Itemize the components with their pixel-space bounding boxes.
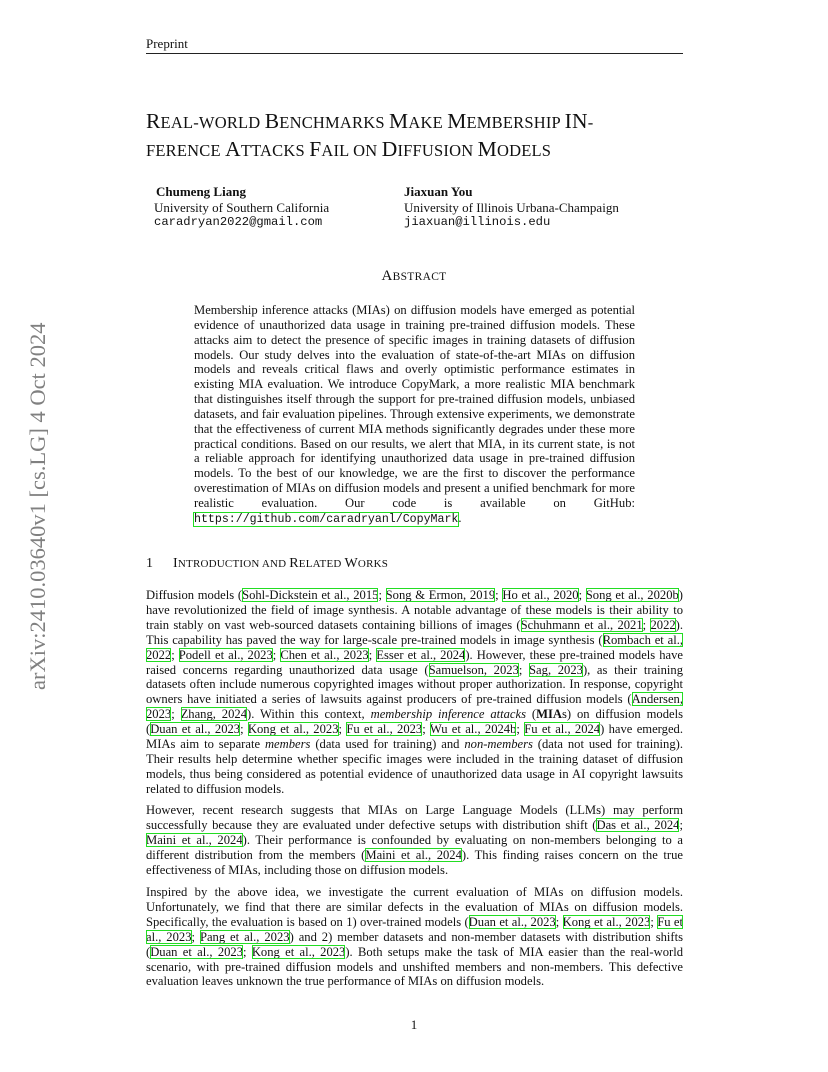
citation-link[interactable]: 2022 bbox=[650, 617, 676, 632]
title-fragment: M bbox=[389, 109, 409, 133]
title-fragment: W bbox=[344, 556, 358, 571]
body-text: ; bbox=[516, 722, 525, 737]
title-fragment: ORKS bbox=[357, 558, 389, 570]
title-fragment: M bbox=[447, 109, 467, 133]
body-text: ; bbox=[171, 647, 179, 662]
emphasis-text: non-members bbox=[464, 737, 533, 752]
citation-link[interactable]: Schuhmann et al., 2021 bbox=[520, 617, 643, 632]
title-fragment: N bbox=[572, 109, 588, 133]
citation-link[interactable]: Sohl-Dickstein et al., 2015 bbox=[242, 588, 379, 602]
body-text: ; bbox=[338, 722, 347, 737]
citation-link[interactable]: Kong et al., 2023 bbox=[251, 944, 346, 959]
body-text: ; bbox=[378, 588, 386, 602]
paragraph-2 bbox=[146, 803, 683, 878]
title-fragment: R bbox=[289, 556, 299, 571]
citation-link[interactable]: Das et al., 2024 bbox=[596, 817, 680, 832]
paper-title bbox=[146, 108, 706, 164]
body-text: s) on diffusion models ( bbox=[146, 707, 684, 737]
title-fragment: I bbox=[564, 109, 573, 133]
paragraph-1 bbox=[146, 588, 683, 797]
title-fragment: I bbox=[173, 556, 178, 571]
abstract-text bbox=[194, 303, 635, 528]
body-text: ) have revolutionized the field of image synthesis. A notable advantage of these models is their ability to train stably on vast web-sourced datasets containing billions of images ( bbox=[146, 588, 683, 632]
body-text: ; bbox=[679, 817, 683, 832]
author-affiliation: University of Illinois Urbana-Champaign bbox=[404, 199, 619, 215]
body-text: ) and 2) member datasets and non-member datasets with distribution shifts ( bbox=[146, 929, 683, 959]
citation-link[interactable]: Wu et al., 2024b bbox=[429, 722, 517, 737]
abstract-end: . bbox=[458, 510, 462, 525]
abstract-heading-initial: A bbox=[381, 268, 393, 284]
title-fragment: - bbox=[587, 113, 594, 132]
citation-link[interactable]: Esser et al., 2024 bbox=[376, 647, 466, 662]
citation-link[interactable]: Kong et al., 2023 bbox=[562, 914, 651, 929]
body-text: ). This finding raises concern on the true effectiveness of MIAs, including those on diffusion models. bbox=[146, 847, 683, 877]
section-title bbox=[173, 556, 388, 571]
title-fragment: TTACKS bbox=[240, 141, 310, 160]
section-heading bbox=[146, 556, 388, 572]
title-line-2 bbox=[146, 136, 706, 164]
code-link[interactable]: https://github.com/caradryanl/CopyMark bbox=[194, 512, 459, 526]
citation-link[interactable]: Maini et al., 2024 bbox=[365, 847, 462, 862]
author-block-1 bbox=[156, 184, 329, 231]
body-text: Diffusion models ( bbox=[146, 588, 243, 602]
citation-link[interactable]: Chen et al., 2023 bbox=[280, 647, 369, 662]
title-fragment: R bbox=[146, 109, 161, 133]
body-text: ; bbox=[191, 929, 200, 944]
body-text: ; bbox=[171, 707, 181, 722]
title-fragment: B bbox=[264, 109, 280, 133]
body-text: ). However, these pre-trained models have raised concerns regarding unauthorized data usage ( bbox=[146, 647, 684, 677]
citation-link[interactable]: Song et al., 2020b bbox=[585, 588, 679, 602]
citation-link[interactable]: Sag, 2023 bbox=[529, 662, 583, 677]
author-email[interactable]: jiaxuan@illinois.edu bbox=[404, 215, 551, 229]
body-text: ; bbox=[422, 722, 430, 737]
citation-link[interactable]: Samuelson, 2023 bbox=[428, 662, 519, 677]
author-name: Jiaxuan You bbox=[404, 184, 473, 199]
citation-link[interactable]: Fu et al., 2023 bbox=[146, 914, 684, 944]
body-text: (data not used for training). Their results help determine whether specific images were included in the training dataset of diffusion models, thus being considered as potential evidence of unauthorized data usage in AI copyright lawsuits related to diffusion models. bbox=[146, 737, 683, 796]
title-fragment: FERENCE bbox=[146, 141, 226, 160]
citation-link[interactable]: Song & Ermon, 2019 bbox=[385, 588, 496, 602]
title-fragment: ORLD bbox=[214, 113, 265, 132]
citation-link[interactable]: Duan et al., 2023 bbox=[468, 914, 556, 929]
arxiv-stamp: arXiv:2410.03640v1 [cs.LG] 4 Oct 2024 bbox=[25, 322, 50, 690]
author-name: Chumeng Liang bbox=[156, 184, 246, 199]
body-text: ). Both setups make the task of MIA easier than the real-world scenario, with pre-trained diffusion models and unshifted members and non-members. This defective evaluation leaves unknown the true performance of MIAs on diffusion models. bbox=[146, 944, 684, 989]
paragraph-3 bbox=[146, 885, 683, 989]
author-email[interactable]: caradryan2022@gmail.com bbox=[154, 215, 323, 229]
title-fragment: AKE bbox=[408, 113, 448, 132]
citation-link[interactable]: Zhang, 2024 bbox=[180, 707, 247, 722]
body-text: ; bbox=[240, 722, 248, 737]
citation-link[interactable]: Ho et al., 2020 bbox=[502, 588, 579, 602]
abstract-body: Membership inference attacks (MIAs) on diffusion models have emerged as potential evidence of unauthorized data usage in training pre-trained diffusion models. These attacks aim to detect the presence of specific images in training datasets of diffusion models. Our study delves into the evaluation of state-of-the-art MIAs on diffusion models and reveals critical flaws and overly optimistic performance estimates in existing MIA evaluation. We introduce CopyMark, a more realistic MIA benchmark that distinguishes itself through the support for pre-trained diffusion models, unbiased datasets, and fair evaluation pipelines. Through extensive experiments, we demonstrate that the effectiveness of current MIA methods significantly degrades under these more practical conditions. Based on our results, we alert that MIA, in its current state, is not a reliable approach for identifying unauthorized data usage in pre-trained diffusion models. To the best of our knowledge, we are the first to discover the performance overestimation of MIAs on diffusion models and present a unified benchmark for more realistic evaluation. Our code is available on GitHub: bbox=[194, 303, 635, 510]
body-text: ; bbox=[518, 662, 530, 677]
title-fragment: M bbox=[477, 137, 497, 161]
title-fragment: A bbox=[225, 137, 241, 161]
title-fragment: NTRODUCTION AND bbox=[177, 558, 290, 570]
body-text: ). This capability has paved the way for large-scale pre-trained models in image synthesis ( bbox=[146, 617, 683, 647]
section-number: 1 bbox=[146, 556, 154, 571]
bold-text: MIA bbox=[536, 707, 562, 722]
citation-link[interactable]: Kong et al., 2023 bbox=[247, 722, 339, 737]
author-affiliation: University of Southern California bbox=[154, 199, 330, 215]
citation-link[interactable]: Andersen, 2023 bbox=[146, 692, 683, 722]
body-text: ; bbox=[368, 647, 377, 662]
citation-link[interactable]: Maini et al., 2024 bbox=[146, 832, 243, 847]
body-text: ), as their training datasets often include numerous copyrighted images without proper authorization. In response, copyright owners have initiated a series of lawsuits against producers of pre-trained diffusion models ( bbox=[146, 662, 683, 707]
body-text: ; bbox=[495, 588, 503, 602]
header-rule bbox=[146, 53, 683, 54]
title-fragment: -W bbox=[193, 113, 215, 132]
body-text: ; bbox=[650, 914, 658, 929]
citation-link[interactable]: Duan et al., 2023 bbox=[150, 722, 241, 737]
body-text: ; bbox=[642, 617, 651, 632]
title-fragment: D bbox=[381, 137, 398, 161]
body-text: ; bbox=[578, 588, 586, 602]
body-text: ; bbox=[555, 914, 563, 929]
citation-link[interactable]: Rombach et al., 2022 bbox=[146, 632, 683, 662]
title-fragment: EAL bbox=[160, 113, 194, 132]
author-block-2 bbox=[404, 184, 619, 231]
title-fragment: F bbox=[309, 137, 322, 161]
abstract-heading-rest: BSTRACT bbox=[392, 271, 447, 283]
body-text: (data used for training) and bbox=[310, 737, 465, 752]
page-number: 1 bbox=[410, 1017, 418, 1032]
title-fragment: EMBERSHIP bbox=[466, 113, 565, 132]
citation-link[interactable]: Duan et al., 2023 bbox=[150, 944, 244, 959]
citation-link[interactable]: Fu et al., 2023 bbox=[346, 722, 423, 737]
title-fragment: ELATED bbox=[298, 558, 345, 570]
body-text: However, recent research suggests that MIAs on Large Language Models (LLMs) may perform successfully because they are evaluated under defective setups with distribution shift ( bbox=[146, 803, 683, 832]
body-text: Inspired by the above idea, we investigate the current evaluation of MIAs on diffusion models. Unfortunately, we find that there are similar defects in the evaluation of MIAs on diffusion models. Specifically, the evaluation is based on 1) over-trained models ( bbox=[146, 885, 683, 929]
abstract-heading bbox=[0, 268, 828, 285]
citation-link[interactable]: Fu et al., 2024 bbox=[524, 722, 601, 737]
body-text: ; bbox=[243, 944, 252, 959]
body-text: ). Within this context, bbox=[247, 707, 371, 722]
title-line-1 bbox=[146, 108, 706, 136]
citation-link[interactable]: Pang et al., 2023 bbox=[199, 929, 290, 944]
running-head: Preprint bbox=[146, 36, 188, 51]
title-fragment: ODELS bbox=[496, 141, 552, 160]
body-text: ; bbox=[272, 647, 281, 662]
body-text: ) have emerged. MIAs aim to separate bbox=[146, 722, 683, 752]
citation-link[interactable]: Podell et al., 2023 bbox=[178, 647, 273, 662]
title-fragment: IFFUSION bbox=[397, 141, 478, 160]
emphasis-text: members bbox=[264, 737, 311, 752]
title-fragment: AIL ON bbox=[321, 141, 382, 160]
body-text: ( bbox=[526, 707, 537, 722]
title-fragment: ENCHMARKS bbox=[279, 113, 390, 132]
body-text: ). Their performance is confounded by evaluating on non-members belonging to a different distribution from the members ( bbox=[146, 832, 683, 862]
emphasis-text: membership inference attacks bbox=[370, 707, 527, 722]
